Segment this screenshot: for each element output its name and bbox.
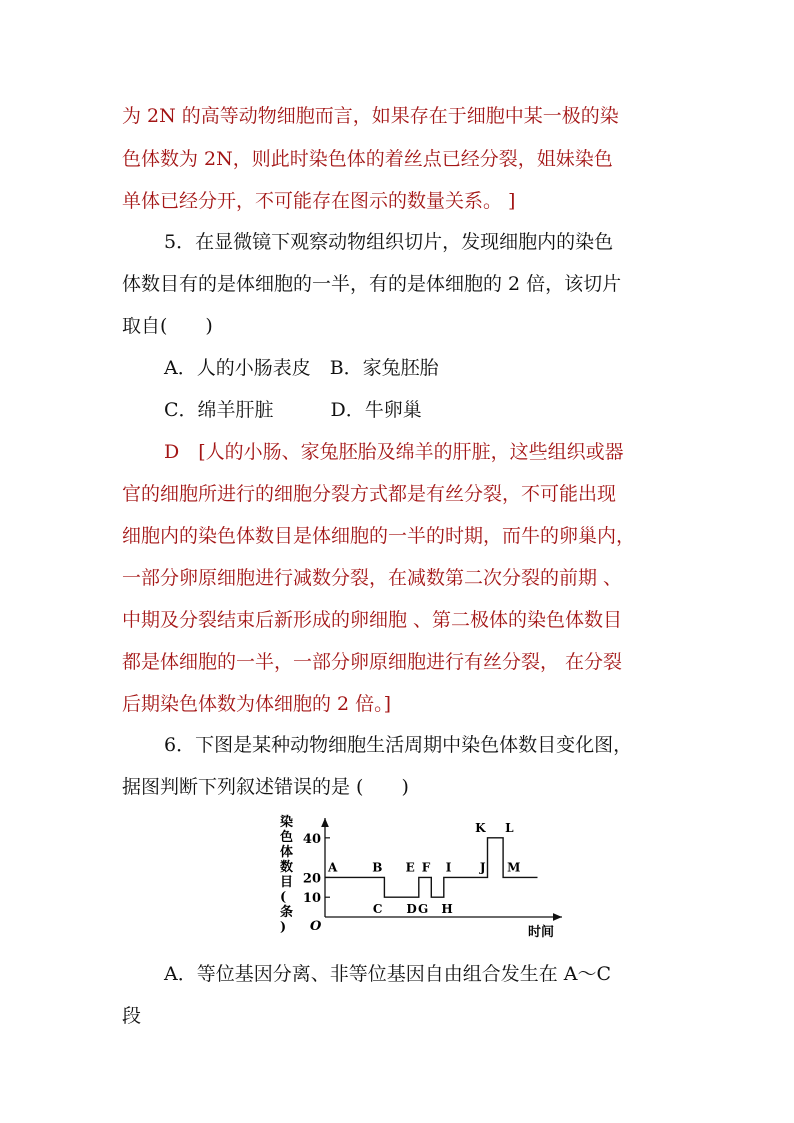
question-5-options: A．人的小肠表皮 B．家兔胚胎 — [164, 357, 439, 379]
segment-label-f: F — [421, 860, 431, 875]
segment-label-j: J — [479, 860, 486, 875]
question-5-answer: 都是体细胞的一半，一部分卵原细胞进行有丝分裂， 在分裂 — [122, 651, 623, 673]
origin-label: O — [310, 919, 322, 934]
segment-label-a: A — [328, 860, 338, 875]
segment-label-e: E — [405, 860, 415, 875]
y-tick-label: 40 — [302, 831, 321, 847]
segment-label-l: L — [505, 820, 514, 835]
x-axis-label: 时间 — [528, 925, 555, 940]
y-tick-label: 10 — [302, 891, 321, 907]
segment-label-h: H — [441, 902, 453, 917]
segment-label-c: C — [372, 902, 383, 917]
question-6-stem: 6．下图是某种动物细胞生活周期中染色体数目变化图， — [164, 734, 633, 756]
segment-label-g: G — [418, 902, 429, 917]
question-5-answer: 后期染色体数为体细胞的 2 倍。] — [122, 693, 392, 715]
answer-line: 色体数为 2N，则此时染色体的着丝点已经分裂，姐妹染色 — [122, 148, 613, 170]
segment-label-b: B — [372, 860, 383, 875]
question-5-stem: 体数目有的是体细胞的一半，有的是体细胞的 2 倍，该切片 — [122, 273, 622, 295]
answer-line: 为 2N 的高等动物细胞而言，如果存在于细胞中某一极的染 — [122, 105, 619, 127]
question-5-answer: 官的细胞所进行的细胞分裂方式都是有丝分裂，不可能出现 — [122, 483, 617, 505]
question-5-answer: 细胞内的染色体数目是体细胞的一半的时期，而牛的卵巢内， — [122, 525, 636, 547]
question-6-option-a: 段 — [122, 1005, 142, 1027]
answer-line: 单体已经分开，不可能存在图示的数量关系。 ] — [122, 190, 516, 212]
question-6-stem: 据图判断下列叙述错误的是 ( ) — [122, 776, 409, 798]
question-5-answer: D [人的小肠、家兔胚胎及绵羊的肝脏，这些组织或器 — [164, 441, 624, 463]
question-5-answer: 一部分卵原细胞进行减数分裂，在减数第二次分裂的前期 、 — [122, 567, 623, 589]
segment-label-k: K — [475, 820, 486, 835]
segment-label-d: D — [406, 902, 417, 917]
y-tick-label: 20 — [302, 871, 321, 887]
segment-label-m: M — [507, 860, 521, 875]
y-axis-label: 染色体数目(条) — [280, 815, 294, 935]
question-5-stem: 取自( ) — [122, 315, 213, 337]
question-5-stem: 5．在显微镜下观察动物组织切片，发现细胞内的染色 — [164, 231, 614, 253]
question-5-options: C．绵羊肝脏 D．牛卵巢 — [164, 399, 422, 421]
chromosome-count-line — [325, 838, 538, 897]
segment-label-i: I — [445, 860, 452, 875]
chart-svg — [270, 812, 570, 947]
chromosome-number-chart — [270, 812, 570, 947]
question-6-option-a: A．等位基因分离、非等位基因自由组合发生在 A～C — [164, 963, 612, 985]
question-5-answer: 中期及分裂结束后新形成的卵细胞 、第二极体的染色体数目 — [122, 609, 623, 631]
